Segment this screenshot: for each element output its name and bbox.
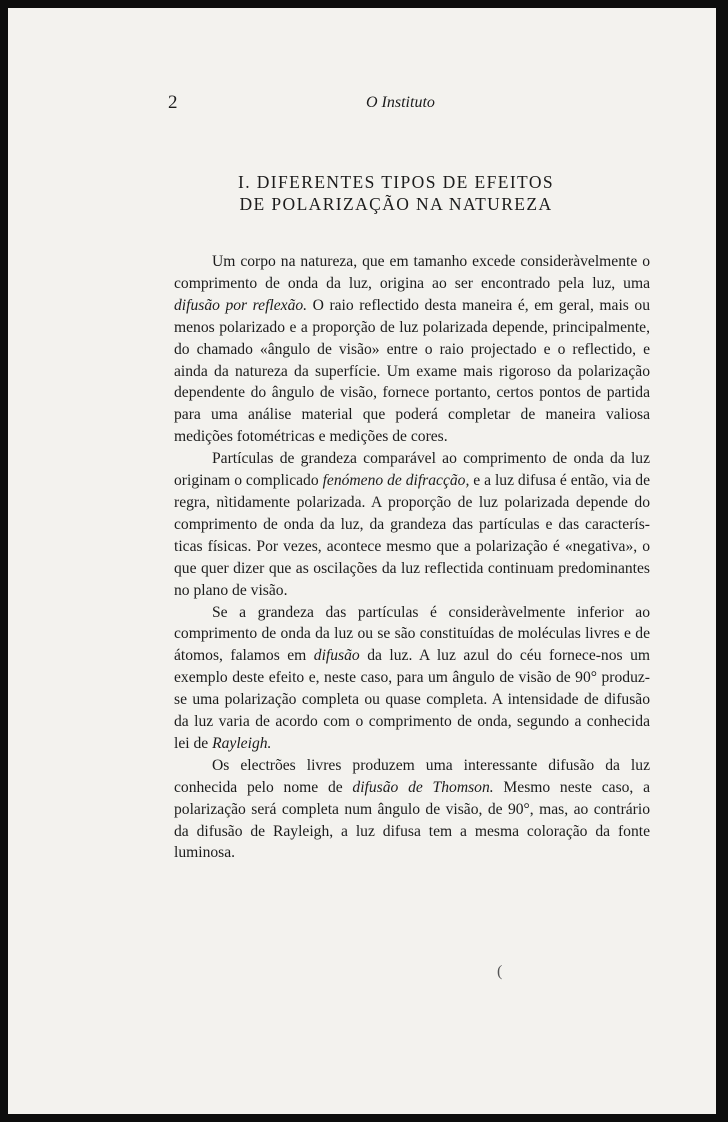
emphasis-term: Rayleigh. (212, 734, 272, 752)
paragraph-text: Mesmo neste caso, a polarização será completa num ângulo de visão, de 90°, mas, ao contrário da difusão de Rayleigh, a luz difusa tem a mesma coloração da fonte luminosa. (174, 778, 650, 862)
paragraph-text: Se a grandeza das partículas é consideràvelmente inferior ao comprimento de onda da luz ou se são constituídas de moléculas livres e de átomos, falamos em (174, 603, 650, 665)
section-heading-line-1: I. DIFERENTES TIPOS DE EFEITOS (237, 172, 555, 192)
paragraph-text: O raio reflectido desta maneira é, em geral, mais ou menos polarizado e a proporção de luz polarizada depende, principalmente, do chamado «ângulo de visão» entre o raio projectado e o reflectido, e ainda da natureza da superfície. Um exame mais rigoroso da polarização dependente do ângulo de visão, fornece portanto, certos pontos de partida para uma análise material que poderá completar de maneira valiosa medições fotométricas e medições de cores. (174, 296, 651, 446)
paragraph-2 (174, 448, 650, 601)
emphasis-term: difusão (313, 647, 360, 665)
stray-pencil-mark: ( (497, 963, 503, 980)
emphasis-term: fenómeno de difracção, (322, 472, 470, 490)
paragraph-text: da luz. A luz azul do céu fornece-nos um exemplo deste efeito e, neste caso, para um ângulo de visão de 90° produz-se uma polarização completa ou quase completa. A intensidade de difusão da luz varia de acordo com o comprimento de onda, segundo a conhecida lei de (174, 647, 650, 752)
paragraph-1 (174, 251, 650, 448)
running-title: O Instituto (366, 94, 435, 111)
paragraph-text: Um corpo na natureza, que em tamanho excede consideràvelmente o comprimento de onda da luz, origina ao ser encontrado pela luz, uma (174, 253, 650, 292)
paragraph-text: Partículas de grandeza comparável ao comprimento de onda da luz originam o complicado (174, 450, 650, 490)
paragraph-text: e a luz difusa é então, via de regra, nìtidamente polarizada. A proporção de luz polarizada depende do comprimento de onda da luz, da grandeza das partículas e das características físicas. Por vezes, acontece mesmo que a polarização é «negativa», o que quer dizer que as oscilações da luz reflectida continuam predominantes no plano de visão. (174, 472, 650, 599)
paragraph-3 (174, 602, 650, 755)
section-heading-line-2: DE POLARIZAÇÃO NA NATUREZA (239, 194, 553, 214)
paragraph-text: Os electrões livres produzem uma interessante difusão da luz conhecida pelo nome de (174, 756, 650, 796)
page-number: 2 (168, 92, 178, 113)
section-heading (176, 171, 616, 215)
emphasis-term: difusão de Thomson. (352, 778, 494, 796)
book-page (8, 8, 716, 1114)
paragraph-4 (174, 755, 650, 865)
body-text (174, 251, 650, 864)
emphasis-term: difusão por reflexão. (174, 296, 308, 314)
